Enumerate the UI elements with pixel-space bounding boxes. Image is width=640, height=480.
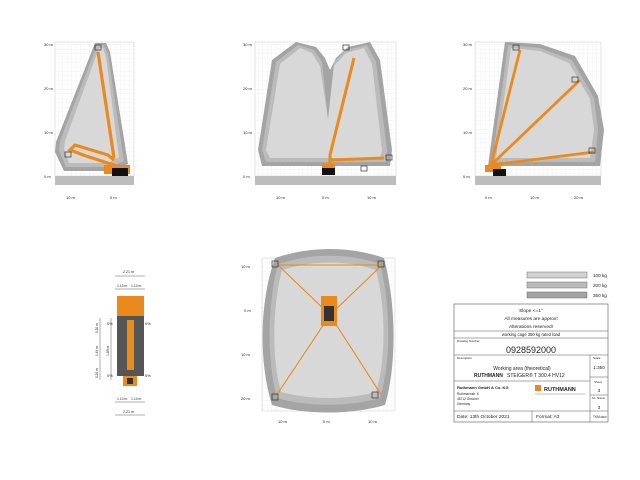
- dim-height-b: 1.49 m: [95, 346, 99, 356]
- x-tick: 10 m: [530, 195, 539, 200]
- tkm-field: TKM.dwu: [593, 415, 607, 419]
- legend: [527, 272, 607, 298]
- description-model: STEIGER® T 300.4 HV12: [507, 373, 565, 379]
- truck-body: [322, 164, 335, 168]
- envelope-100kg: [274, 263, 383, 399]
- drawing-number: 0928592000: [505, 345, 557, 355]
- angle-label: 0%: [145, 373, 151, 378]
- y-tick: 20 m: [44, 86, 53, 91]
- x-tick: 0 m: [322, 195, 329, 200]
- y-tick: 10 m: [241, 264, 250, 269]
- sheet-value: 3: [597, 388, 601, 393]
- legend-swatch-200kg: [527, 282, 587, 288]
- x-tick: 10 m: [368, 419, 377, 424]
- legend-label-350kg: 350 kg: [593, 293, 607, 298]
- y-tick: 20 m: [243, 86, 252, 91]
- sheet-label: Sheet: [594, 380, 602, 384]
- y-tick: 30 m: [44, 42, 53, 47]
- y-tick: 10 m: [243, 130, 252, 135]
- slope-note: Slope <=1°: [519, 309, 543, 314]
- x-tick: 20 m: [574, 195, 583, 200]
- legend-swatch-350kg: [527, 292, 587, 298]
- x-tick: 10 m: [278, 419, 287, 424]
- scale-label: Scale: [593, 356, 601, 360]
- dim-height-c: 0.20 m: [95, 368, 99, 378]
- company-street: Ruthmannstr. 6: [457, 392, 479, 396]
- description-label: Description: [457, 356, 473, 360]
- scale-value: 1:350: [593, 365, 605, 370]
- x-tick: 0 m: [110, 195, 117, 200]
- ruthmann-logo-icon: [535, 385, 541, 391]
- dim-height-a: 0.20 m: [95, 323, 99, 333]
- measures-note: All measures are approx!: [504, 317, 558, 322]
- drawing-number-label: Drawing Number: [457, 339, 480, 343]
- x-tick: 0 m: [323, 419, 330, 424]
- dim-outrigger-top-2: 1.10 m: [131, 284, 142, 288]
- y-tick: 20 m: [241, 396, 250, 401]
- cage-note: working cage 350 kg rated load: [501, 332, 561, 337]
- sheets-label: No. Sheets: [592, 397, 605, 400]
- legend-label-100kg: 100 kg: [593, 273, 607, 278]
- y-tick: 30 m: [243, 42, 252, 47]
- dim-outrigger-bottom: 1.10 m: [117, 397, 128, 401]
- ground: [475, 176, 601, 185]
- description-brand: RUTHMANN: [474, 373, 503, 379]
- company-city: 48712 Gescher: [457, 397, 479, 401]
- boom-stowed: [127, 320, 134, 370]
- legend-swatch-100kg: [527, 272, 587, 278]
- y-tick: 0 m: [244, 308, 251, 313]
- turret: [324, 306, 334, 321]
- angle-label: 0%: [145, 321, 151, 326]
- description-line1: Working area (theoretical): [493, 366, 551, 372]
- title-block: [454, 304, 608, 422]
- x-tick: 10 m: [276, 195, 285, 200]
- ground: [55, 176, 134, 185]
- side-view-2: [243, 42, 396, 200]
- side-view-3: [463, 42, 604, 200]
- cab: [117, 296, 144, 316]
- cage-marker: [127, 378, 133, 384]
- y-tick: 20 m: [463, 86, 472, 91]
- top-view: [241, 249, 395, 424]
- company-name: Ruthmann GmbH & Co. KG: [457, 385, 509, 390]
- side-view-1: [44, 42, 134, 200]
- angle-label: 0%: [107, 373, 113, 378]
- logo-text: RUTHMANN: [544, 387, 576, 393]
- alterations-note: Alterations reserved!: [509, 325, 553, 330]
- company-country: Germany: [457, 402, 471, 406]
- truck-base: [112, 168, 128, 176]
- legend-label-200kg: 200 kg: [593, 283, 607, 288]
- dim-width-top: 2.21 m: [123, 270, 134, 274]
- y-tick: 0 m: [243, 174, 250, 179]
- date-field: Date: 13th October 2021: [457, 415, 510, 420]
- dim-outrigger-bottom-2: 1.10 m: [131, 397, 142, 401]
- dim-outrigger-top: 1.10 m: [117, 284, 128, 288]
- footprint-view: [95, 270, 151, 415]
- ground: [255, 176, 396, 185]
- x-tick: 10 m: [367, 195, 376, 200]
- y-tick: 0 m: [463, 174, 470, 179]
- y-tick: 0 m: [44, 174, 51, 179]
- y-tick: 10 m: [463, 130, 472, 135]
- y-tick: 10 m: [44, 130, 53, 135]
- dim-height-left: 1.89 m: [106, 345, 110, 356]
- y-tick: 10 m: [241, 352, 250, 357]
- format-field: Format: A3: [536, 415, 560, 420]
- x-tick: 0 m: [485, 195, 492, 200]
- x-tick: 10 m: [66, 195, 75, 200]
- truck-base: [493, 169, 506, 176]
- sheets-value: 3: [597, 405, 601, 410]
- y-tick: 30 m: [463, 42, 472, 47]
- angle-label: 0%: [107, 321, 113, 326]
- dim-width-bottom: 2.21 m: [123, 410, 134, 414]
